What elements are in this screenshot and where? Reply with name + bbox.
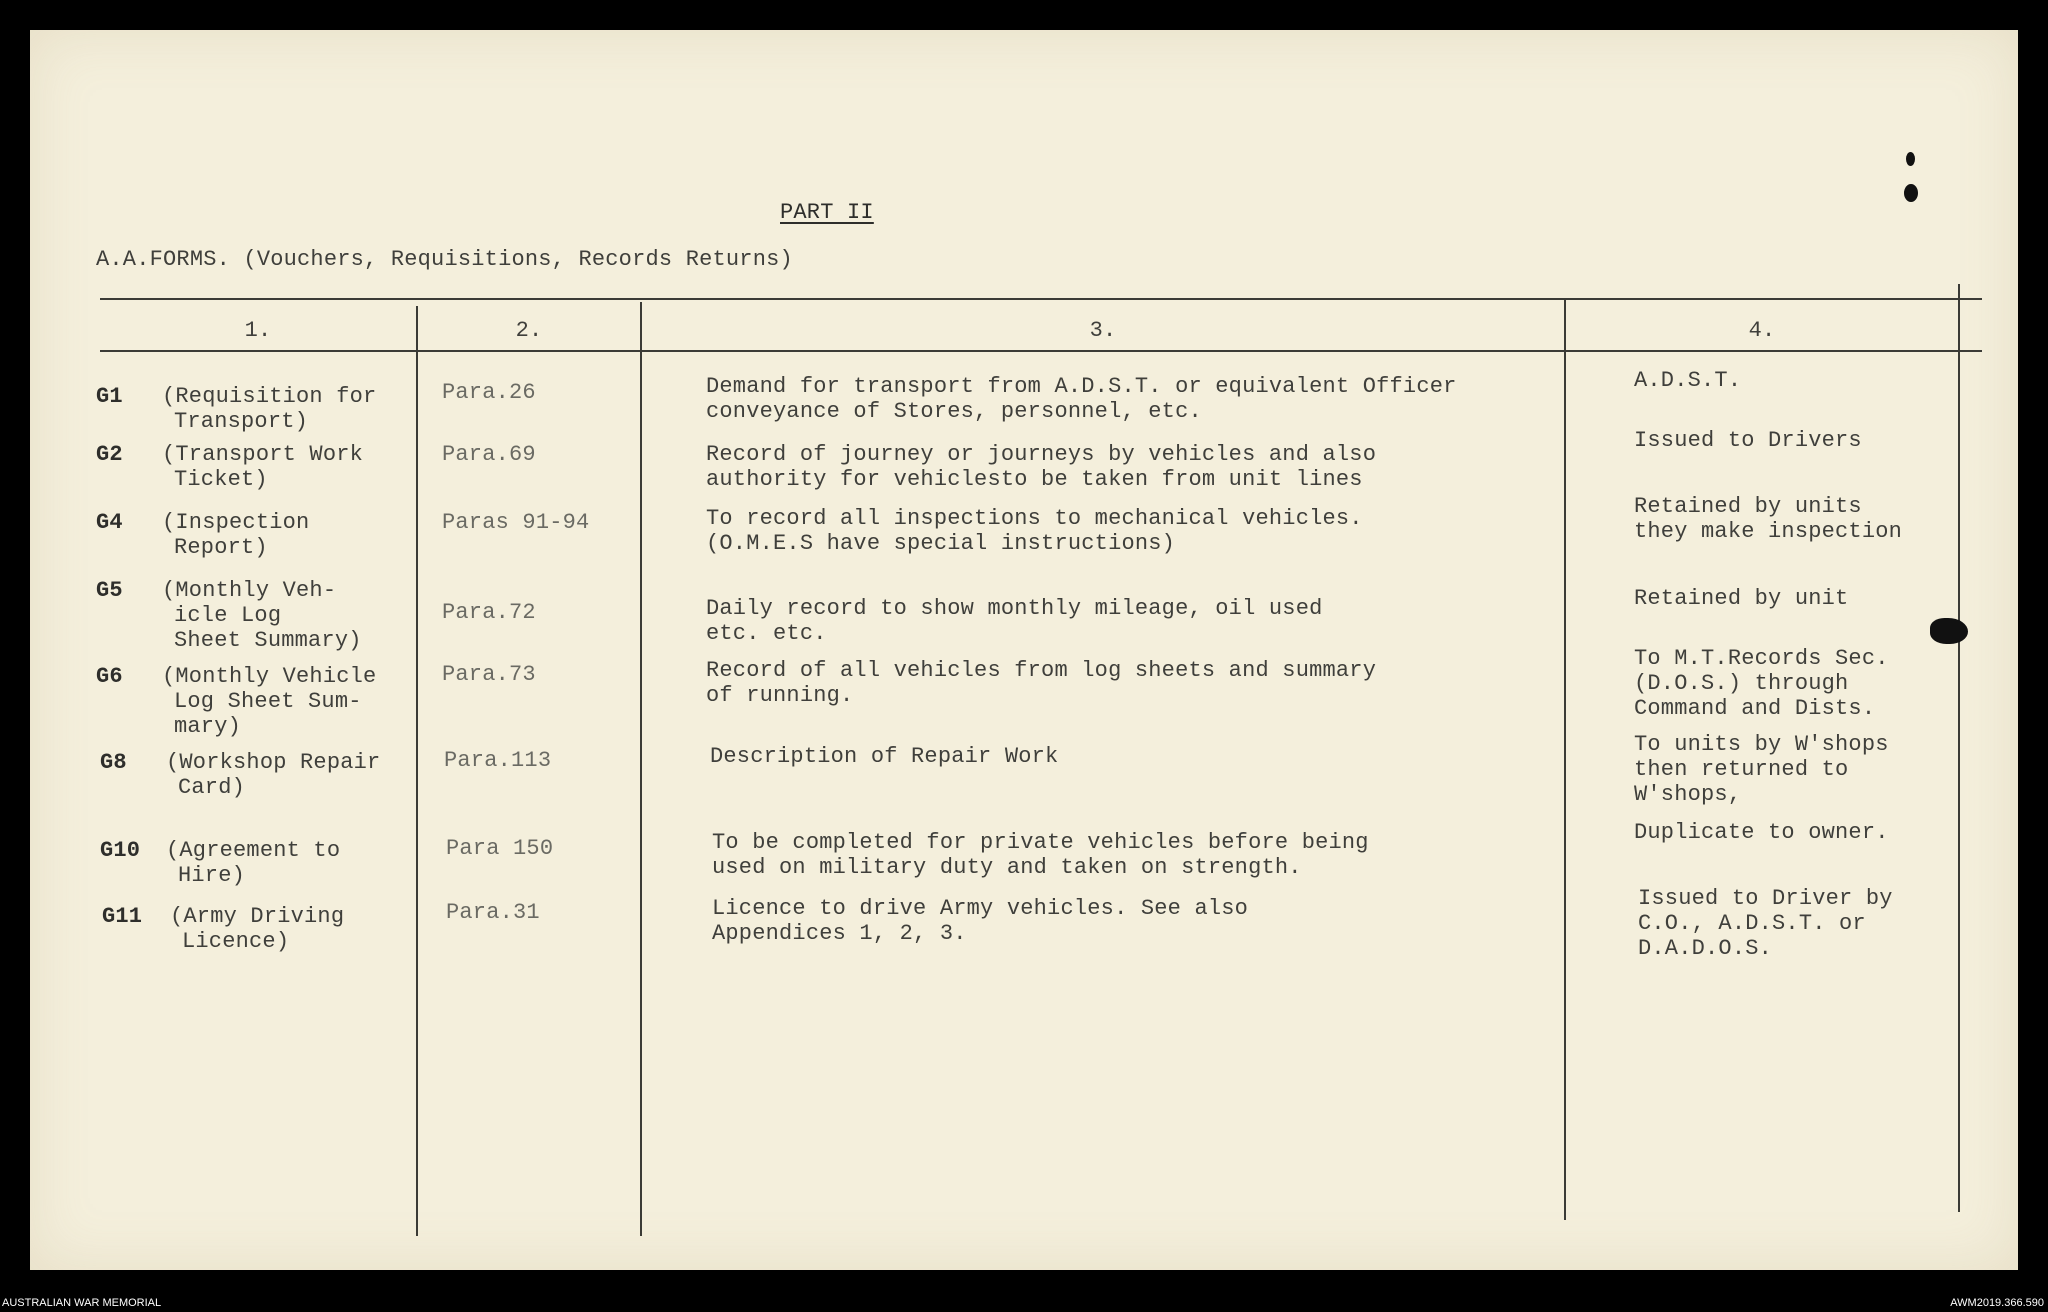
description-line: of running. (706, 683, 854, 708)
form-code: G6 (96, 664, 123, 689)
disposal-line: D.A.D.O.S. (1638, 936, 1773, 961)
footer-accession-number: AWM2019.366.590 (1950, 1297, 2044, 1309)
form-title-line: Licence) (182, 929, 290, 954)
para-reference: Para.69 (442, 442, 536, 467)
description-line: Appendices 1, 2, 3. (712, 921, 967, 946)
disposal-line: Issued to Driver by (1638, 886, 1893, 911)
disposal-line: they make inspection (1634, 519, 1903, 544)
form-title-line: icle Log (174, 603, 282, 628)
disposal-line: A.D.S.T. (1634, 368, 1742, 393)
description-line: conveyance of Stores, personnel, etc. (706, 399, 1202, 424)
disposal-line: then returned to (1634, 757, 1849, 782)
description-line: Demand for transport from A.D.S.T. or equivalent Officer (706, 374, 1457, 399)
column-header-2: 2. (515, 318, 543, 343)
para-reference: Para.113 (444, 748, 552, 773)
form-title-line: (Monthly Veh- (162, 578, 337, 603)
description-line: authority for vehiclesto be taken from unit lines (706, 467, 1363, 492)
form-title-line: Report) (174, 535, 268, 560)
form-title-line: Log Sheet Sum- (174, 689, 362, 714)
ink-speck (1904, 184, 1918, 202)
column-divider-3 (1564, 298, 1566, 1220)
description-line: To record all inspections to mechanical vehicles. (706, 506, 1363, 531)
para-reference: Para.31 (446, 900, 540, 925)
description-line: Licence to drive Army vehicles. See also (712, 896, 1249, 921)
punch-mark (1930, 618, 1968, 644)
form-title-line: (Transport Work (162, 442, 364, 467)
para-reference: Paras 91-94 (442, 510, 590, 535)
column-header-3: 3. (1089, 318, 1117, 343)
description-line: (O.M.E.S have special instructions) (706, 531, 1176, 556)
footer-credit: AUSTRALIAN WAR MEMORIAL (2, 1297, 162, 1309)
form-code: G10 (100, 838, 141, 863)
description-line: Description of Repair Work (710, 744, 1059, 769)
form-code: G4 (96, 510, 123, 535)
disposal-line: C.O., A.D.S.T. or (1638, 911, 1866, 936)
disposal-line: To units by W'shops (1634, 732, 1889, 757)
form-title-line: Transport) (174, 409, 309, 434)
ink-speck (1906, 152, 1915, 166)
part-title: PART II (780, 200, 874, 225)
disposal-line: Retained by units (1634, 494, 1862, 519)
description-line: Record of all vehicles from log sheets and summary (706, 658, 1377, 683)
description-line: To be completed for private vehicles before being (712, 830, 1369, 855)
description-line: Record of journey or journeys by vehicles and also (706, 442, 1377, 467)
forms-heading: A.A.FORMS. (Vouchers, Requisitions, Records Returns) (96, 247, 793, 272)
form-code: G1 (96, 384, 123, 409)
para-reference: Para.73 (442, 662, 536, 687)
disposal-line: W'shops, (1634, 782, 1742, 807)
description-line: Daily record to show monthly mileage, oil used (706, 596, 1323, 621)
form-title-line: (Inspection (162, 510, 310, 535)
form-title-line: Card) (178, 775, 246, 800)
disposal-line: Issued to Drivers (1634, 428, 1862, 453)
disposal-line: Duplicate to owner. (1634, 820, 1889, 845)
column-header-1: 1. (244, 318, 272, 343)
para-reference: Para.72 (442, 600, 536, 625)
form-title-line: (Army Driving (170, 904, 345, 929)
form-title-line: Sheet Summary) (174, 628, 362, 653)
disposal-line: Command and Dists. (1634, 696, 1876, 721)
form-title-line: (Monthly Vehicle (162, 664, 377, 689)
disposal-line: Retained by unit (1634, 586, 1849, 611)
form-title-line: mary) (174, 714, 242, 739)
form-title-line: Hire) (178, 863, 246, 888)
column-divider-1 (416, 306, 418, 1236)
disposal-line: To M.T.Records Sec. (1634, 646, 1889, 671)
column-divider-right (1958, 284, 1960, 1212)
form-code: G5 (96, 578, 123, 603)
table-header-rule (100, 350, 1982, 352)
column-divider-2 (640, 302, 642, 1236)
disposal-line: (D.O.S.) through (1634, 671, 1849, 696)
form-title-line: (Requisition for (162, 384, 377, 409)
column-header-4: 4. (1748, 318, 1776, 343)
description-line: used on military duty and taken on strength. (712, 855, 1302, 880)
form-code: G8 (100, 750, 127, 775)
form-title-line: (Workshop Repair (166, 750, 381, 775)
form-title-line: (Agreement to (166, 838, 341, 863)
form-code: G11 (102, 904, 143, 929)
para-reference: Para.26 (442, 380, 536, 405)
table-top-rule (100, 298, 1982, 300)
document-page (30, 30, 2018, 1270)
form-title-line: Ticket) (174, 467, 268, 492)
para-reference: Para 150 (446, 836, 554, 861)
description-line: etc. etc. (706, 621, 827, 646)
form-code: G2 (96, 442, 123, 467)
